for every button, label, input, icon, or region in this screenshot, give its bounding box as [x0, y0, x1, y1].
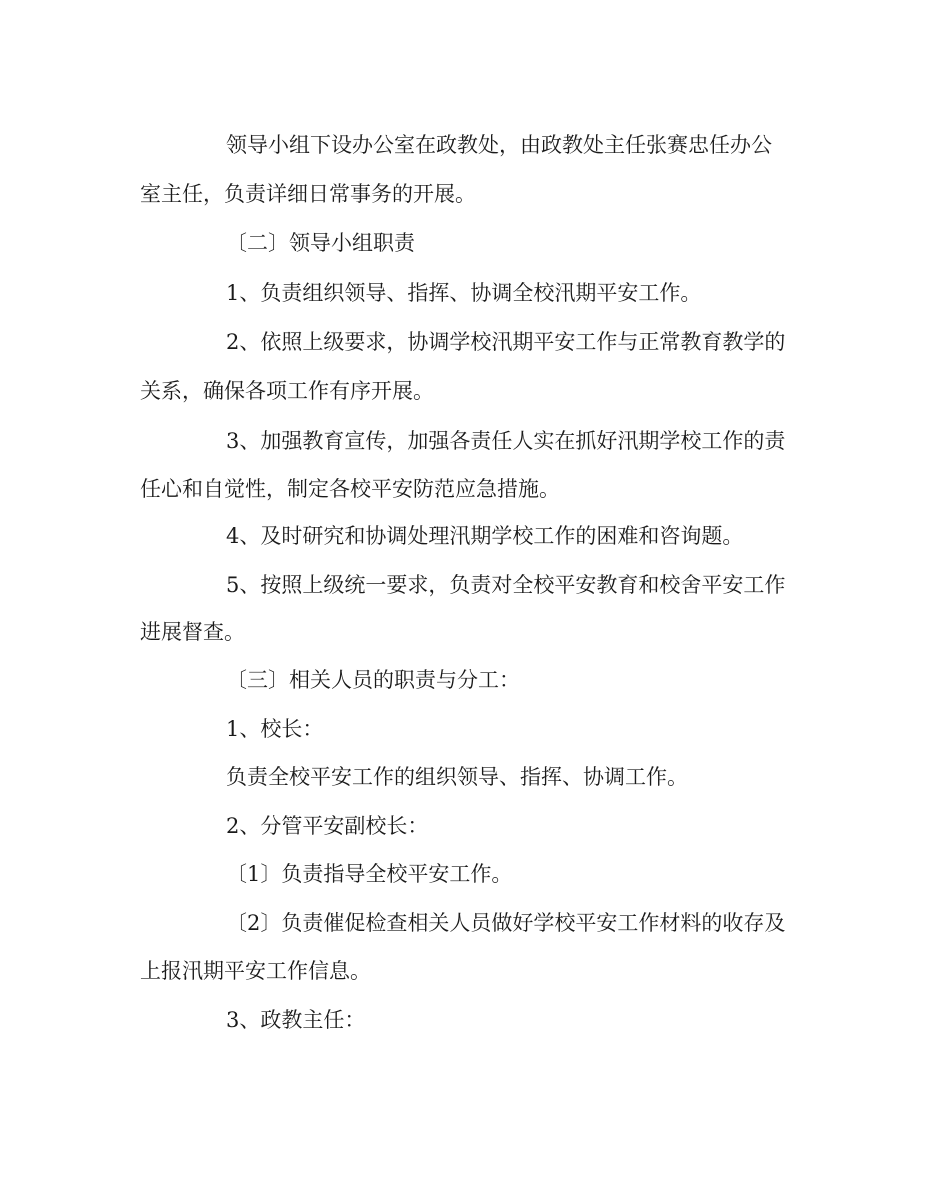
role-principal-heading: 1、校长：	[226, 717, 324, 741]
duty-item-3-line-1: 3、加强教育宣传，加强各责任人实在抓好汛期学校工作的责	[226, 429, 786, 453]
role-vice-principal-duty-1: 〔1〕负责指导全校平安工作。	[226, 862, 513, 886]
duty-item-1: 1、负责组织领导、指挥、协调全校汛期平安工作。	[226, 281, 702, 305]
section-heading-staff-duties: 〔三〕相关人员的职责与分工：	[226, 668, 520, 692]
duty-item-5-line-1: 5、按照上级统一要求，负责对全校平安教育和校舍平安工作	[226, 573, 786, 597]
role-vice-principal-duty-2-line-2: 上报汛期平安工作信息。	[140, 959, 371, 983]
role-vice-principal-duty-2-line-1: 〔2〕负责催促检查相关人员做好学校平安工作材料的收存及	[226, 911, 786, 935]
duty-item-2-line-1: 2、依照上级要求，协调学校汛期平安工作与正常教育教学的	[226, 330, 786, 354]
paragraph-office-line-2: 室主任，负责详细日常事务的开展。	[140, 182, 476, 206]
role-vice-principal-heading: 2、分管平安副校长：	[226, 814, 429, 838]
role-political-director-heading: 3、政教主任：	[226, 1008, 366, 1032]
role-principal-duty: 负责全校平安工作的组织领导、指挥、协调工作。	[226, 765, 688, 789]
section-heading-leadership-duties: 〔二〕领导小组职责	[226, 231, 415, 255]
duty-item-3-line-2: 任心和自觉性，制定各校平安防范应急措施。	[140, 477, 560, 501]
duty-item-4: 4、及时研究和协调处理汛期学校工作的困难和咨询题。	[226, 524, 744, 548]
duty-item-2-line-2: 关系，确保各项工作有序开展。	[140, 379, 434, 403]
duty-item-5-line-2: 进展督查。	[140, 620, 245, 644]
paragraph-office-line-1: 领导小组下设办公室在政教处，由政教处主任张赛忠任办公	[226, 133, 772, 157]
